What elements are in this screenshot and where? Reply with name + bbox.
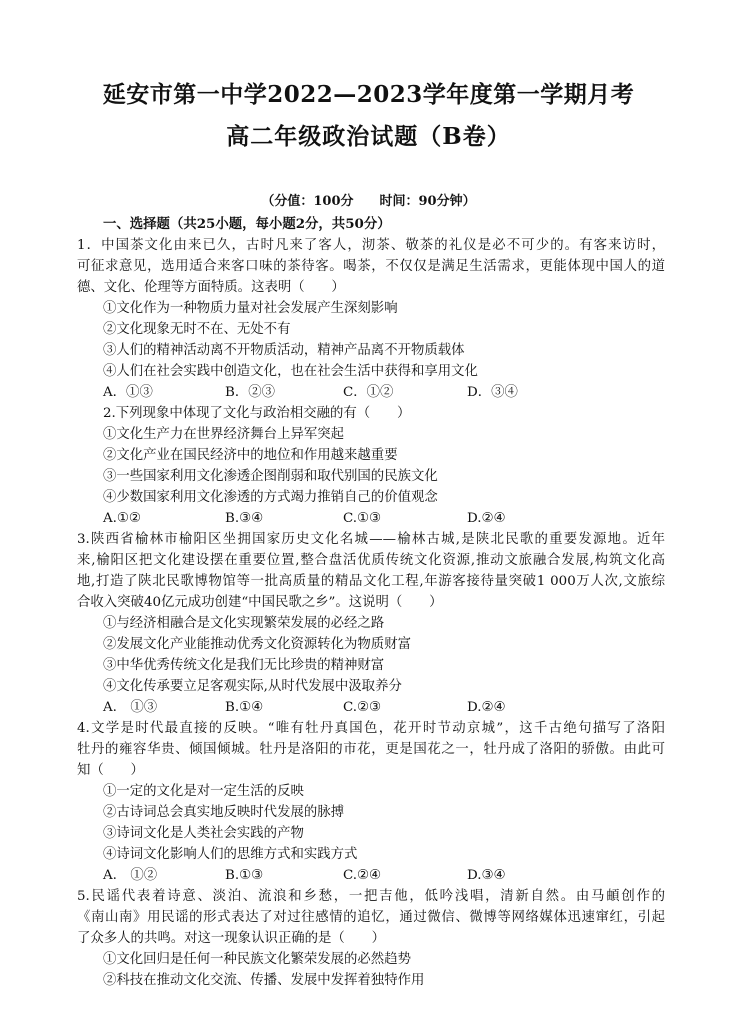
q3-option-a: A. ①③ (103, 700, 158, 715)
q3-stem-line: 地,打造了陕北民歌博物馆等一批高质量的精品文化工程,年游客接待量突破1 000万人次,文旅综 (77, 574, 665, 589)
q2-item: ①文化生产力在世界经济舞台上异军突起 (103, 427, 345, 442)
q1-option-a: A．①③ (103, 385, 153, 400)
q1-item: ③人们的精神活动离不开物质活动，精神产品离不开物质载体 (103, 343, 465, 358)
q4-options (103, 865, 663, 886)
q1-option-d: D．③④ (467, 385, 518, 400)
q1-options (103, 382, 663, 403)
q3-item: ①与经济相融合是文化实现繁荣发展的必经之路 (103, 616, 385, 631)
q1-item: ①文化作为一种物质力量对社会发展产生深刻影响 (103, 301, 398, 316)
q5-stem-line: 《南山南》用民谣的形式表达了对过往感情的追忆，通过微信、微博等网络媒体迅速窜红，引起 (77, 910, 665, 925)
q3-item: ③中华优秀传统文化是我们无比珍贵的精神财富 (103, 658, 385, 673)
q5-stem-line: 5.民谣代表着诗意、淡泊、流浪和乡愁，一把吉他，低吟浅唱，清新自然。由马頔创作的 (77, 889, 665, 904)
q4-stem-line: 牡丹的雍容华贵、倾国倾城。牡丹是洛阳的市花，更是国花之一，牡丹成了洛阳的骄傲。由此可 (77, 742, 665, 757)
q4-option-b: B.①③ (225, 868, 264, 883)
q4-item: ②古诗词总会真实地反映时代发展的脉搏 (103, 805, 345, 820)
q1-stem-line: 德、文化、伦理等方面特质。这表明（ ） (77, 280, 345, 295)
q2-option-d: D.②④ (467, 511, 506, 526)
q4-item: ③诗词文化是人类社会实践的产物 (103, 826, 304, 841)
q5-item: ②科技在推动文化交流、传播、发展中发挥着独特作用 (103, 973, 425, 988)
q4-stem-line: 4.文学是时代最直接的反映。“唯有牡丹真国色，花开时节动京城”，这千古绝句描写了洛阳 (77, 721, 665, 736)
q2-option-a: A.①② (103, 511, 141, 526)
q2-item: ③一些国家利用文化渗透企图削弱和取代别国的民族文化 (103, 469, 438, 484)
q3-stem-line: 合收入突破40亿元成功创建“中国民歌之乡”。这说明（ ） (77, 595, 443, 610)
q2-option-b: B.③④ (225, 511, 264, 526)
q3-options (103, 697, 663, 718)
q2-option-c: C.①③ (343, 511, 382, 526)
q4-stem-line: 知（ ） (77, 763, 144, 778)
q1-item: ④人们在社会实践中创造文化，也在社会生活中获得和享用文化 (103, 364, 478, 379)
q3-stem-line: 3.陕西省榆林市榆阳区坐拥国家历史文化名城——榆林古城,是陕北民歌的重要发源地。近年 (77, 532, 665, 547)
q3-stem-line: 来,榆阳区把文化建设摆在重要位置,整合盘活优质传统文化资源,推动文旅融合发展,构筑文化高 (77, 553, 665, 568)
q3-option-d: D.②④ (467, 700, 506, 715)
q1-stem-line: 1．中国茶文化由来已久，古时凡来了客人，沏茶、敬茶的礼仪是必不可少的。有客来访时， (77, 238, 665, 253)
q2-item: ②文化产业在国民经济中的地位和作用越来越重要 (103, 448, 398, 463)
q4-item: ④诗词文化影响人们的思维方式和实践方式 (103, 847, 358, 862)
section-heading: 一、选择题（共25小题，每小题2分，共50分） (103, 216, 391, 232)
q4-option-c: C.②④ (343, 868, 382, 883)
q5-stem-line: 了众多人的共鸣。对这一现象认识正确的是（ ） (77, 931, 385, 946)
q1-item: ②文化现象无时不在、无处不有 (103, 322, 291, 337)
exam-title: 延安市第一中学2022—2023学年度第一学期月考 (102, 81, 635, 108)
q2-stem: 2.下列现象中体现了文化与政治相交融的有（ ） (103, 406, 411, 421)
q2-options (103, 508, 663, 529)
q3-option-b: B.①④ (225, 700, 264, 715)
score-time-info: （分值：100分 时间：90分钟） (261, 194, 476, 209)
q4-item: ①一定的文化是对一定生活的反映 (103, 784, 304, 799)
q2-item: ④少数国家利用文化渗透的方式竭力推销自己的价值观念 (103, 490, 438, 505)
q1-option-c: C．①② (343, 385, 394, 400)
q4-option-a: A. ①② (103, 868, 158, 883)
q1-stem-line: 可征求意见，选用适合来客口味的茶待客。喝茶，不仅仅是满足生活需求，更能体现中国人的道 (77, 259, 665, 274)
q3-item: ④文化传承要立足客观实际,从时代发展中汲取养分 (103, 679, 402, 694)
q4-option-d: D.③④ (467, 868, 506, 883)
q3-option-c: C.②③ (343, 700, 382, 715)
q3-item: ②发展文化产业能推动优秀文化资源转化为物质财富 (103, 637, 411, 652)
q1-option-b: B．②③ (225, 385, 276, 400)
exam-subtitle: 高二年级政治试题（B卷） (226, 123, 511, 150)
q5-item: ①文化回归是任何一种民族文化繁荣发展的必然趋势 (103, 952, 411, 967)
